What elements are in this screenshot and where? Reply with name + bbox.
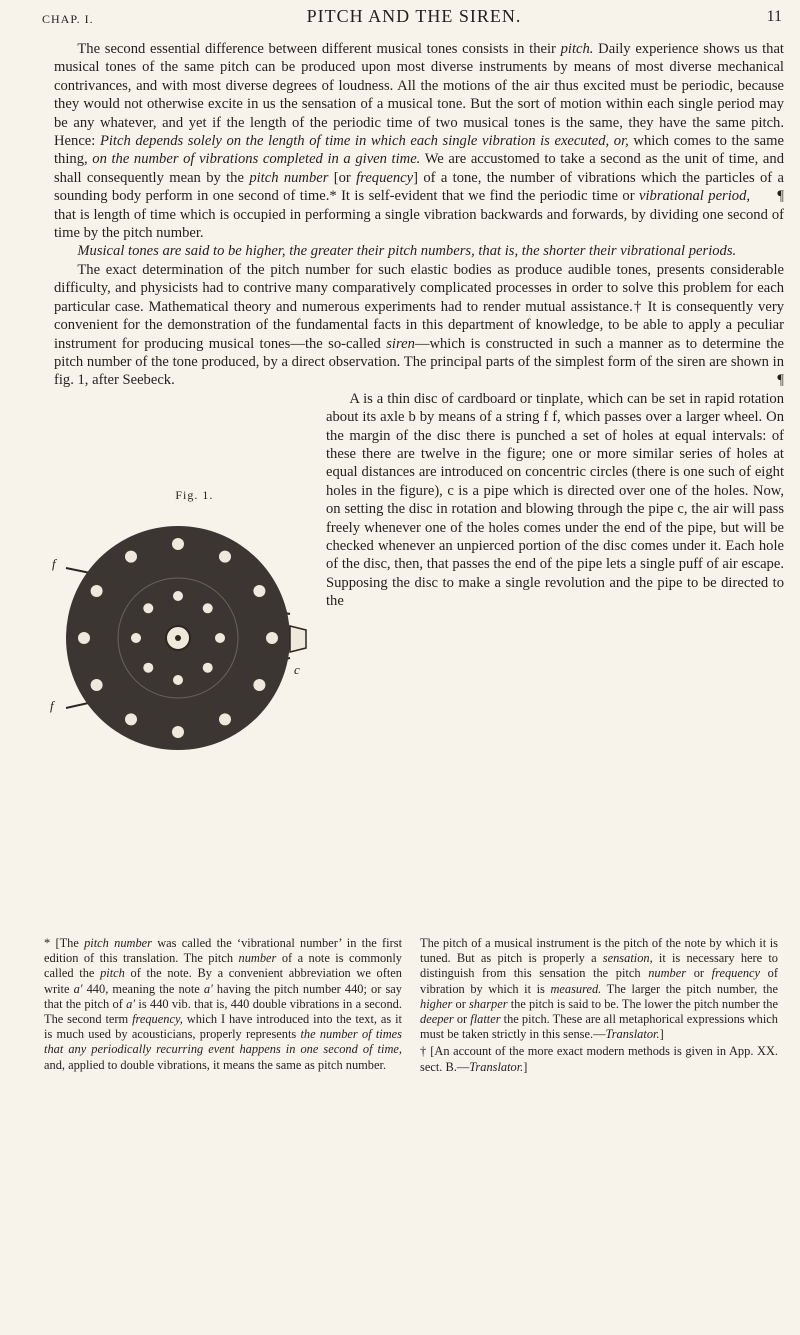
outer-hole (253, 585, 265, 597)
outer-hole (172, 538, 184, 550)
running-header (40, 6, 788, 34)
inner-hole (203, 662, 213, 672)
paragraph-mark: ¶ (777, 372, 784, 389)
book-page (40, 0, 788, 1335)
inner-hole (215, 633, 225, 643)
chapter-label: CHAP. I. (42, 12, 94, 26)
outer-hole (219, 713, 231, 725)
page-title: PITCH AND THE SIREN. (306, 6, 522, 26)
axle-center (175, 635, 181, 641)
main-text (50, 40, 784, 778)
inner-hole (143, 603, 153, 613)
string-label-upper: f (52, 555, 56, 571)
outer-hole (125, 550, 137, 562)
paragraph-disc: Fig. 1. f f c A is a thin disc of cardboard or tinplate, which can be set in rapid rotation about its axle b by means of a string f f, which passes over a larger wheel. On the margin of the disc there is punched a set of holes at equal intervals: of these there are twelve in the figure; one or more similar series of holes at equal distances are introduced on concentric circles (there is one such of eight holes in the figure), c is a pipe which is directed over one of the holes. Now, on setting the disc in rotation and blowing through the pipe c, the air will pass freely whenever one of the holes comes under the end of the pipe, but will be checked whenever an unpierced portion of the disc comes under it. Each hole of the disc, then, that passes the end of the pipe lets a single puff of air escape. Supposing the disc to make a single revolution and the pipe to be directed to the (54, 390, 784, 611)
inner-hole (173, 591, 183, 601)
pipe-label-c: c (294, 661, 300, 677)
footnote-left: * [The pitch number was called the ‘vibrational number’ in the first edition of this translation. The pitch number of a note is commonly called the pitch of the note. By a convenient abbreviation we often write a′ 440, meaning the note a′ having the pitch number 440; or say that the pitch of a′ is 440 vib. that is, 440 double vibrations in a second. The second term frequency, which I have introduced into the text, as it is much used by acousticians, properly represents the number of times that any periodically recurring event happens in one second of time, and, applied to double vibrations, it means the same as pitch number. (44, 936, 403, 1072)
figure-label: Fig. 1. (175, 487, 214, 502)
inner-hole (143, 662, 153, 672)
siren-diagram (44, 502, 316, 776)
footnote-right: The pitch of a musical instrument is the pitch of the note by which it is tuned. But as pitch is properly a sensation, it is necessary here to distinguish from this sensation the pitch number or frequency of vibration by which it is measured. The larger the pitch number, the higher or sharper the pitch is said to be. The lower the pitch number the deeper or flatter the pitch. These are all metaphorical expressions which must be taken strictly in this sense.—Translator.] † [An account of the more exact modern methods is given in App. XX. sect. B.—Translator.] (420, 936, 778, 1074)
outer-hole (78, 632, 90, 644)
page-number: 11 (766, 8, 782, 25)
paragraph-higher: Musical tones are said to be higher, the greater their pitch numbers, that is, the shorter their vibrational periods. (77, 243, 737, 260)
outer-hole (253, 679, 265, 691)
inner-hole (173, 675, 183, 685)
outer-hole (91, 585, 103, 597)
outer-hole (125, 713, 137, 725)
outer-hole (219, 550, 231, 562)
pipe-c (290, 626, 306, 652)
inner-hole (203, 603, 213, 613)
outer-hole (266, 632, 278, 644)
paragraph-pitch: The second essential difference between different musical tones consists in their pitch. Daily experience shows us that musical tones of the same pitch can be produced upon most diverse instruments by means of most diverse mechanical contrivances, and with most diverse degrees of loudness. All the motions of the air thus excited must be periodic, because they would not otherwise excite in us the sensation of a musical tone. But the sort of motion within each single period may be any whatever, and yet if the length of the periodic time of two musical tones is the same, they have the same pitch. Hence: Pitch depends solely on the length of time in which each single vibration is executed, or, which comes to the same thing, on the number of vibrations completed in a given time. We are accustomed to take a second as the unit of time, and shall consequently mean by the pitch number [or frequency] of a tone, the number of vibrations which the particles of a sounding body perform in one second of time.* It is self-evident that we find the periodic time or vibrational period, ¶ that is length of time which is occupied in performing a single vibration backwards and forwards, by dividing one second of time by the pitch number. (54, 41, 784, 242)
outer-hole (172, 726, 184, 738)
siren-figure (44, 482, 316, 778)
paragraph-siren: The exact determination of the pitch number for such elastic bodies as produce audible tones, presents considerable difficulty, and physicists had to contrive many comparatively complicated processes in order to solve this problem for each particular case. Mathematical theory and numerous experiments had to render mutual assistance.† It is consequently very convenient for the demonstration of the fundamental facts in this department of knowledge, to be able to apply a peculiar instrument for producing musical tones—the so-called siren—which is constructed in such a manner as to determine the pitch number of the tone produced, by a direct observation. The principal parts of the simplest form of the siren are shown in fig. 1, after Seebeck. ¶ (54, 261, 784, 389)
paragraph-mark: ¶ (777, 188, 784, 205)
string-label-lower: f (50, 697, 54, 713)
inner-hole (131, 633, 141, 643)
outer-hole (91, 679, 103, 691)
